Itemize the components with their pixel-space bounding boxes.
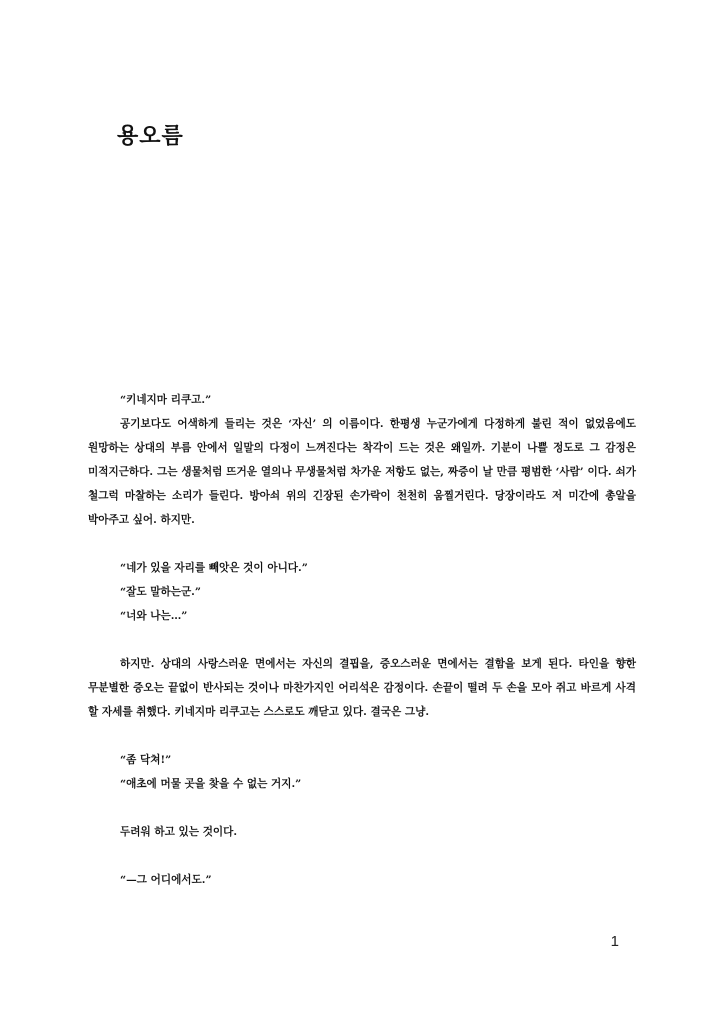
dialogue-line: “잘도 말하는군.” — [120, 586, 201, 598]
narrative-paragraph: 공기보다도 어색하게 들리는 것은 ‘자신’ 의 이름이다. 한평생 누군가에게 다정하게 불린 적이 없었음에도 원망하는 상대의 부름 안에서 일말의 다정이 느껴진다는 착각이 드는 것은 왜일까. 기분이 나쁠 정도로 그 감정은 미적지근하다. 그는 생물처럼 뜨거운 열의나 무생물처럼 차가운 저항도 없는, 짜증이 날 만큼 평범한 ‘사람’ 이다. 쇠가 철그럭 마찰하는 소리가 들린다. 방아쇠 위의 긴장된 손가락이 천천히 움찔거린다. 당장이라도 저 미간에 총알을 박아주고 싶어. 하지만. — [88, 418, 636, 526]
dialogue-line: “키네지마 리쿠고.” — [120, 394, 212, 406]
paragraph-spacer — [88, 796, 636, 820]
paragraph-spacer — [88, 844, 636, 868]
document-title: 용오름 — [117, 124, 184, 149]
dialogue-line: “네가 있을 자리를 빼앗은 것이 아니다.” — [120, 562, 308, 574]
dialogue-line: “너와 나는…” — [120, 610, 188, 622]
dialogue-line: “애초에 머물 곳을 찾을 수 없는 거지.” — [120, 778, 302, 790]
paragraph-spacer — [88, 628, 636, 652]
narrative-line: 두려워 하고 있는 것이다. — [120, 826, 238, 838]
paragraph-spacer — [88, 724, 636, 748]
paragraph-spacer — [88, 532, 636, 556]
page-number: 1 — [610, 933, 619, 950]
dialogue-line: “좀 닥쳐!” — [120, 754, 172, 766]
document-body — [88, 388, 636, 892]
narrative-paragraph: 하지만. 상대의 사랑스러운 면에서는 자신의 결핍을, 증오스러운 면에서는 결함을 보게 된다. 타인을 향한 무분별한 증오는 끝없이 반사되는 것이나 마찬가지인 어리석은 감정이다. 손끝이 떨려 두 손을 모아 쥐고 바르게 사격 할 자세를 취했다. 키네지마 리쿠고는 스스로도 깨닫고 있다. 결국은 그냥. — [88, 658, 636, 718]
dialogue-line: “—그 어디에서도.” — [120, 874, 212, 886]
